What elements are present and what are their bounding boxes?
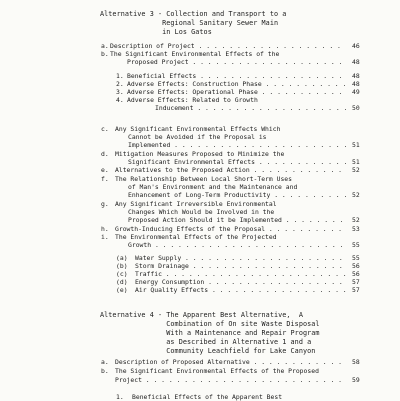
toc-entry-title: Growth . . . (128, 241, 346, 249)
toc-entry-title: Enhancement of Long-Term Productivity . . . (128, 191, 346, 199)
toc-entry-title: Beneficial Effects of the Apparent Best (132, 393, 283, 401)
toc-entry-title: Water Supply . . . (135, 254, 346, 262)
toc-entry-page-number: 51 (352, 141, 360, 149)
toc-entry-title: Cannot be Avoided if the Proposal is (128, 133, 267, 141)
toc-entry-title: Alternatives to the Proposed Action . . . (115, 166, 346, 174)
toc-entry-title: The Significant Environmental Effects of the (110, 50, 280, 58)
toc-entry (0, 262, 400, 270)
toc-entry-page-number: 58 (352, 358, 360, 366)
toc-entry-title: Beneficial Effects . . . (127, 72, 346, 80)
toc-entry-title: Proposed Project . . . (127, 58, 346, 66)
toc-entry (0, 166, 400, 174)
toc-entry (0, 200, 400, 208)
toc-entry-title: Storm Drainage . . . (135, 262, 346, 270)
toc-entry-marker: a. (101, 358, 109, 366)
toc-entry (0, 42, 400, 50)
toc-entry-marker: (a) (116, 254, 128, 262)
toc-entry-title: Growth-Inducing Effects of the Proposal . . . (115, 225, 346, 233)
toc-entry (0, 104, 400, 112)
toc-entry-title: Air Quality Effects . . . (135, 286, 346, 294)
toc-entry-marker: g. (101, 200, 109, 208)
toc-entry-title: Description of Project . . . (110, 42, 346, 50)
toc-entry-title: Significant Environmental Effects . . . (128, 158, 346, 166)
toc-entry-title: The Relationship Between Local Short-Term Uses (115, 175, 292, 183)
toc-entry-marker: 3. (116, 88, 124, 96)
toc-entry-page-number: 57 (352, 286, 360, 294)
toc-entry (0, 58, 400, 66)
toc-entry-page-number: 52 (352, 166, 360, 174)
toc-entry (0, 96, 400, 104)
toc-entry (0, 208, 400, 216)
toc-entry-title: Implemented . . . (128, 141, 346, 149)
toc-entry-title: Adverse Effects: Related to Growth (127, 96, 258, 104)
toc-entry-page-number: 57 (352, 278, 360, 286)
toc-entry-marker: b. (101, 50, 109, 58)
toc-entry-title: Any Significant Environmental Effects Which (115, 125, 281, 133)
toc-entry (0, 72, 400, 80)
toc-entry-title: Project . . . (115, 376, 346, 384)
toc-entry-marker: i. (101, 233, 109, 241)
toc-entry (0, 150, 400, 158)
toc-entry-title: Inducement . . . (155, 104, 346, 112)
toc-entry-marker: a. (101, 42, 109, 50)
toc-entry-title: Proposed Action Should it be Implemented . . . (128, 216, 346, 224)
toc-entry (0, 158, 400, 166)
toc-entry-marker: 4. (116, 96, 124, 104)
toc-entry-marker: e. (101, 166, 109, 174)
toc-entry-page-number: 48 (352, 58, 360, 66)
toc-entry-title: Adverse Effects: Operational Phase . . . (127, 88, 346, 96)
toc-entry (0, 358, 400, 366)
toc-entry-page-number: 56 (352, 270, 360, 278)
toc-entry (0, 125, 400, 133)
toc-entry (0, 254, 400, 262)
toc-entry-marker: c. (101, 125, 109, 133)
toc-entry-title: Energy Consumption . . . (135, 278, 346, 286)
toc-entry-title: The Significant Environmental Effects of the Proposed (115, 367, 319, 375)
toc-entry-marker: h. (101, 225, 109, 233)
toc-entry (0, 241, 400, 249)
toc-entry (0, 88, 400, 96)
toc-entry-page-number: 48 (352, 80, 360, 88)
alternative-4-heading: Alternative 4 - The Apparent Best Alternative, A Combination of On site Waste Disposal With a Maintenance and Repair Program as Described in Alternative 1 and a Community Leachfield for Lake Canyon (100, 311, 320, 355)
toc-entry-marker: (d) (116, 278, 128, 286)
toc-entry-page-number: 51 (352, 158, 360, 166)
toc-entry-marker: (e) (116, 286, 128, 294)
toc-entry (0, 133, 400, 141)
toc-entry-marker: (c) (116, 270, 128, 278)
toc-entry (0, 286, 400, 294)
toc-entry-marker: b. (101, 367, 109, 375)
toc-entry-title: Changes Which Would be Involved in the (128, 208, 275, 216)
toc-entry-marker: f. (101, 175, 109, 183)
toc-entry (0, 367, 400, 375)
toc-entry-page-number: 56 (352, 262, 360, 270)
toc-entry-marker: 1. (116, 72, 124, 80)
toc-entry (0, 141, 400, 149)
toc-entry-page-number: 48 (352, 72, 360, 80)
toc-entry-page-number: 55 (352, 241, 360, 249)
toc-entry-title: Description of Proposed Alternative . . . (115, 358, 346, 366)
toc-entry-page-number: 52 (352, 191, 360, 199)
toc-entry-title: of Man's Environment and the Maintenance and (128, 183, 298, 191)
toc-entry-marker: 2. (116, 80, 124, 88)
toc-entry (0, 225, 400, 233)
toc-entry-marker: d. (101, 150, 109, 158)
toc-entry (0, 233, 400, 241)
toc-entry-page-number: 52 (352, 216, 360, 224)
toc-entry-page-number: 46 (352, 42, 360, 50)
toc-entry-page-number: 50 (352, 104, 360, 112)
toc-entry (0, 80, 400, 88)
toc-entry-page-number: 49 (352, 88, 360, 96)
toc-entry (0, 278, 400, 286)
alternative-3-heading: Alternative 3 - Collection and Transport to a Regional Sanitary Sewer Main in Los Gatos (100, 10, 287, 36)
toc-entry (0, 270, 400, 278)
toc-entry (0, 191, 400, 199)
toc-entry-title: Any Significant Irreversible Environmental (115, 200, 277, 208)
toc-entry-page-number: 53 (352, 225, 360, 233)
toc-entry (0, 183, 400, 191)
toc-entry-page-number: 59 (352, 376, 360, 384)
toc-entry (0, 376, 400, 384)
toc-entry-title: Mitigation Measures Proposed to Minimize the (115, 150, 285, 158)
toc-entry-title: Adverse Effects: Construction Phase . . . (127, 80, 346, 88)
toc-entry-page-number: 55 (352, 254, 360, 262)
toc-entry (0, 50, 400, 58)
toc-entry (0, 216, 400, 224)
toc-entry-marker: (b) (116, 262, 128, 270)
toc-entry-title: Traffic . . . (135, 270, 346, 278)
toc-entry-marker: 1. (116, 393, 124, 401)
toc-entry (0, 175, 400, 183)
toc-entry-title: The Environmental Effects of the Projected (115, 233, 277, 241)
